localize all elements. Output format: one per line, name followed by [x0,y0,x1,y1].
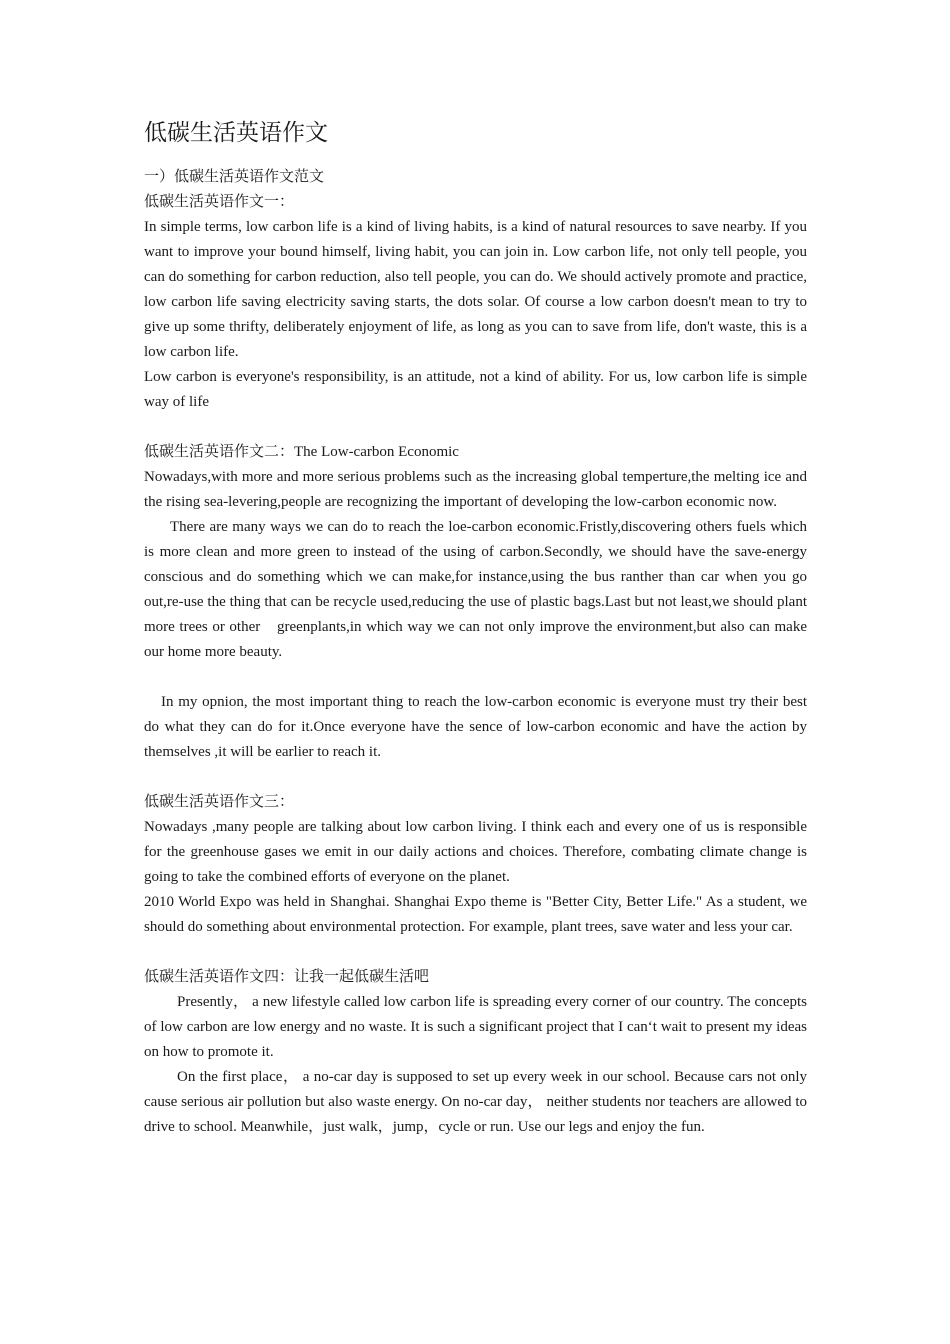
section-4-paragraph-2: On the first place， a no-car day is supposed to set up every week in our school. Because cars not only cause serious air pollution but also waste energy. On no-car day， neither students nor teachers are allowed to drive to school. Meanwhile，just walk，jump，cycle or run. Use our legs and enjoy the fun. [144,1069,807,1135]
section-1-paragraph-1: In simple terms, low carbon life is a kind of living habits, is a kind of natural resources to save nearby. If you want to improve your bound himself, living habit, you can join in. Low carbon life, not only tell people, you can do something for carbon reduction, also tell people, you can do. We should actively promote and practice, low carbon life saving electricity saving starts, the dots solar. Of course a low carbon doesn't mean to try to give up some thrifty, deliberately enjoyment of life, as long as you can to save from life, don't waste, this is a low carbon life. [144,219,807,360]
section-spacer [144,765,807,790]
document-body [144,118,807,1140]
section-1-paragraph-2: Low carbon is everyone's responsibility, is an attitude, not a kind of ability. For us, low carbon life is simple way of life [144,369,807,410]
section-3-paragraph-2: 2010 World Expo was held in Shanghai. Shanghai Expo theme is "Better City, Better Life." As a student, we should do something about environmental protection. For example, plant trees, save water and less your car. [144,894,807,935]
section-spacer [144,940,807,965]
section-2-paragraph-2: There are many ways we can do to reach the loe-carbon economic.Fristly,discovering others fuels which is more clean and more green to instead of the using of carbon.Secondly, we should have the save-energy conscious and do something which we can make,for instance,using the bus ranther than car when you go out,re-use the thing that can be recycle used,reducing the use of plastic bags.Last but not least,we should plant more trees or other greenplants,in which way we can not only improve the environment,but also can make our home more beauty. [144,519,807,660]
page-title: 低碳生活英语作文 [144,120,328,145]
section-2-paragraph-3: In my opnion, the most important thing to reach the low-carbon economic is everyone must try their best do what they can do for it.Once everyone have the sence of low-carbon economic and have the action by themselves ,it will be earlier to reach it. [144,694,807,760]
section-3-heading: 低碳生活英语作文三： [144,794,295,810]
section-spacer [144,415,807,440]
section-2-paragraph-1: Nowadays,with more and more serious problems such as the increasing global temperture,the melting ice and the rising sea-levering,people are recognizing the important of developing the low-carbon economic now. [144,469,807,510]
section-spacer [144,665,807,690]
section-4-heading: 低碳生活英语作文四：让我一起低碳生活吧 [144,969,430,985]
section-4-paragraph-1: Presently， a new lifestyle called low carbon life is spreading every corner of our country. The concepts of low carbon are low energy and no waste. It is such a significant project that I can‘t wait to present my ideas on how to promote it. [144,994,807,1060]
section-2-heading: 低碳生活英语作文二：The Low-carbon Economic [144,444,459,460]
section-1-heading: 低碳生活英语作文一： [144,194,295,210]
intro-heading: 一）低碳生活英语作文范文 [144,169,325,185]
section-3-paragraph-1: Nowadays ,many people are talking about low carbon living. I think each and every one of us is responsible for the greenhouse gases we emit in our daily actions and choices. Therefore, combating climate change is going to take the combined efforts of everyone on the planet. [144,819,807,885]
